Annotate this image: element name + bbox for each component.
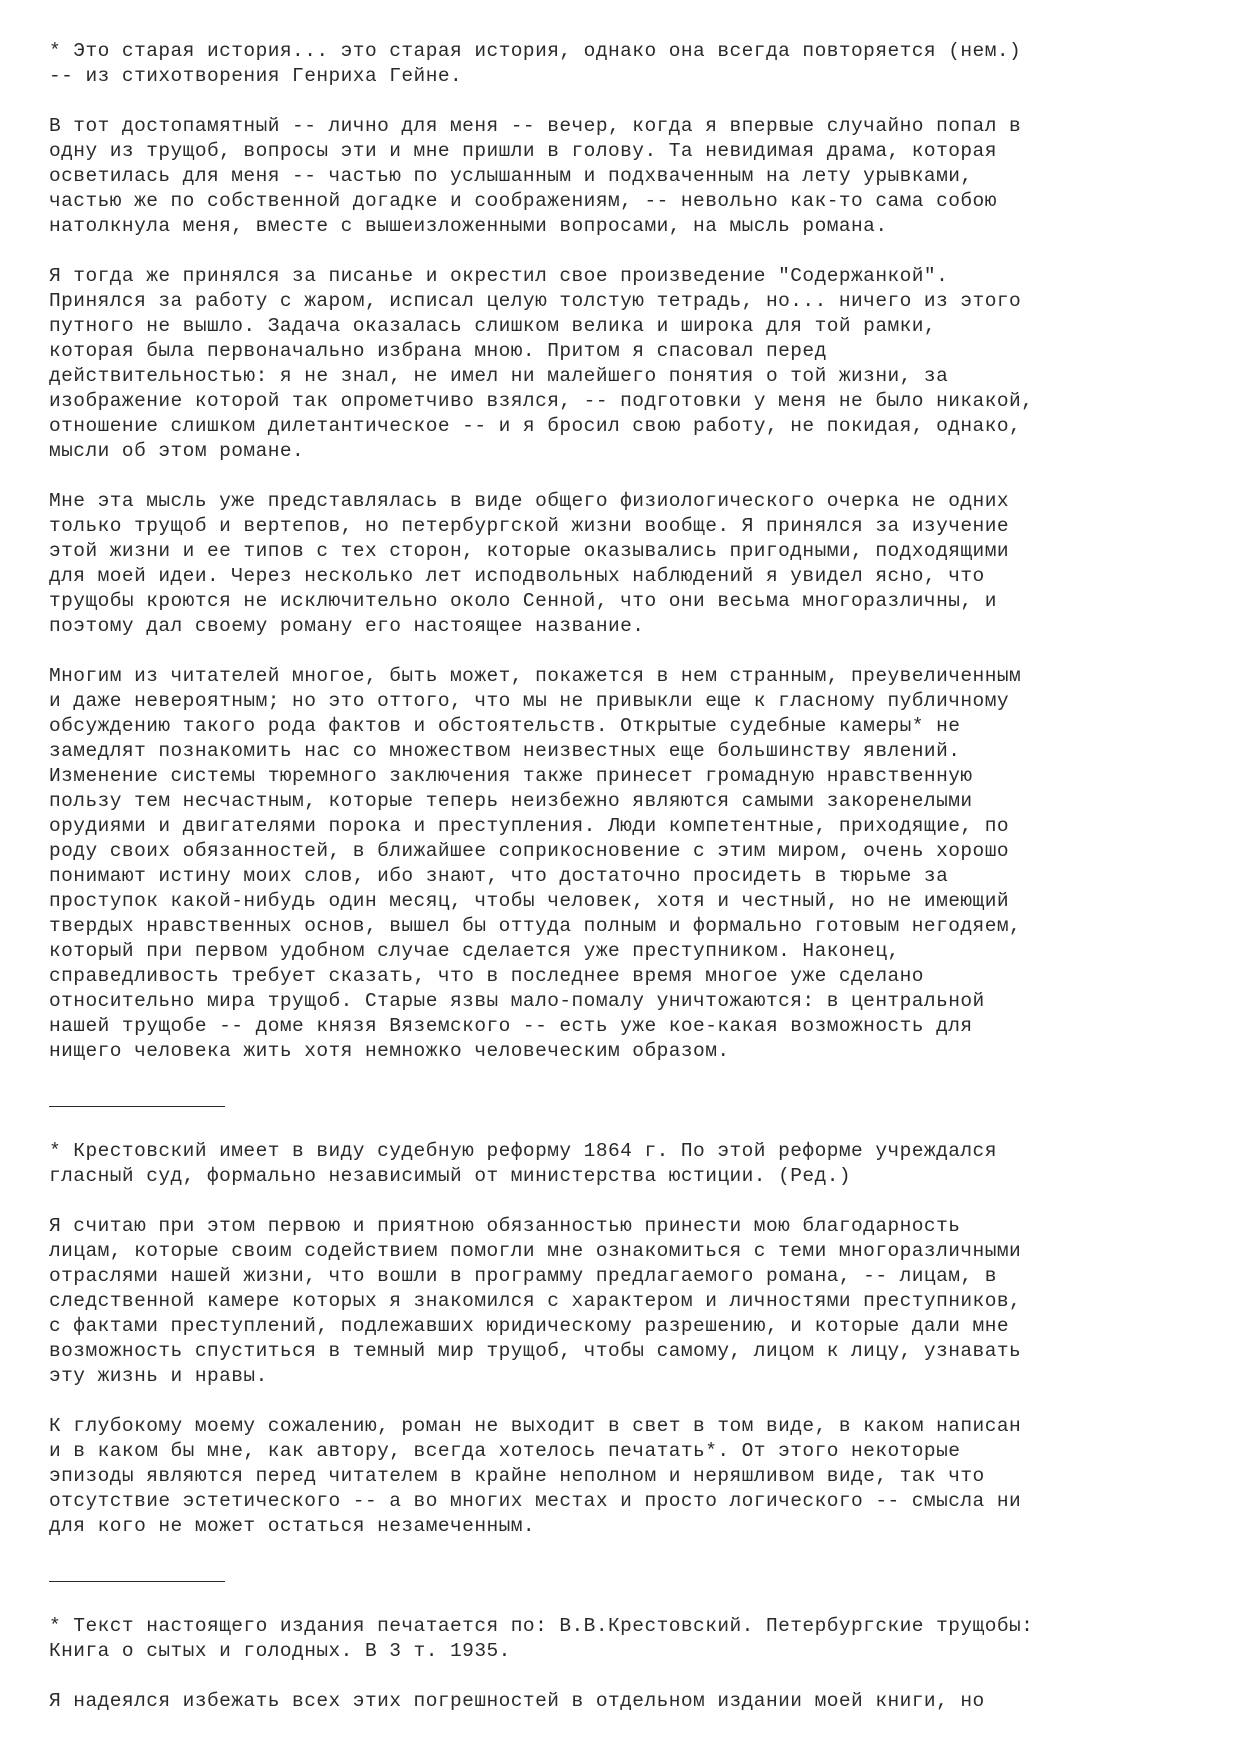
spacer bbox=[49, 1589, 1209, 1614]
text-line: Многим из читателей многое, быть может, покажется в нем странным, преувеличенным bbox=[49, 665, 1022, 687]
text-line: Принялся за работу с жаром, исписал целую толстую тетрадь, но... ничего из этого bbox=[49, 290, 1022, 312]
paragraph-gap bbox=[49, 89, 1209, 114]
text-line: К глубокому моему сожалению, роман не выходит в свет в том виде, в каком написан bbox=[49, 1415, 1022, 1437]
paragraph bbox=[49, 489, 1209, 639]
paragraph bbox=[49, 1689, 1209, 1714]
text-line: отношение слишком дилетантическое -- и я бросил свою работу, не покидая, однако, bbox=[49, 415, 1022, 437]
text-line: твердых нравственных основ, вышел бы оттуда полным и формально готовым негодяем, bbox=[49, 915, 1022, 937]
text-line: -- из стихотворения Генриха Гейне. bbox=[49, 65, 463, 87]
text-line: орудиями и двигателями порока и преступления. Люди компетентные, приходящие, по bbox=[49, 815, 1010, 837]
text-line: Изменение системы тюремного заключения также принесет громадную нравственную bbox=[49, 765, 973, 787]
text-line: нашей трущобе -- доме князя Вяземского -- есть уже кое-какая возможность для bbox=[49, 1015, 973, 1037]
text-line: действительностью: я не знал, не имел ни малейшего понятия о той жизни, за bbox=[49, 365, 949, 387]
text-line: понимают истину моих слов, ибо знают, что достаточно просидеть в тюрьме за bbox=[49, 865, 949, 887]
text-line: проступок какой-нибудь один месяц, чтобы человек, хотя и честный, но не имеющий bbox=[49, 890, 1010, 912]
paragraph-gap bbox=[49, 239, 1209, 264]
spacer bbox=[49, 1539, 1209, 1564]
text-line: для моей идеи. Через несколько лет исподвольных наблюдений я увидел ясно, что bbox=[49, 565, 985, 587]
text-line: эту жизнь и нравы. bbox=[49, 1365, 268, 1387]
text-line: Я тогда же принялся за писанье и окрестил свое произведение "Содержанкой". bbox=[49, 265, 949, 287]
paragraph bbox=[49, 39, 1209, 89]
paragraph-gap bbox=[49, 1189, 1209, 1214]
text-line: мысли об этом романе. bbox=[49, 440, 305, 462]
text-line: путного не вышло. Задача оказалась слишком велика и широка для той рамки, bbox=[49, 315, 937, 337]
text-line: с фактами преступлений, подлежавших юридическому разрешению, и которые дали мне bbox=[49, 1315, 1010, 1337]
text-line: которая была первоначально избрана мною. Притом я спасовал перед bbox=[49, 340, 827, 362]
text-line: * Крестовский имеет в виду судебную реформу 1864 г. По этой реформе учреждался bbox=[49, 1140, 997, 1162]
paragraph bbox=[49, 114, 1209, 239]
text-line: * Текст настоящего издания печатается по: В.В.Крестовский. Петербургские трущобы: bbox=[49, 1615, 1034, 1637]
text-line: пользу тем несчастным, которые теперь неизбежно являются самыми закоренелыми bbox=[49, 790, 973, 812]
text-line: относительно мира трущоб. Старые язвы мало-помалу уничтожаются: в центральной bbox=[49, 990, 985, 1012]
text-line: и даже невероятным; но это оттого, что мы не привыкли еще к гласному публичному bbox=[49, 690, 1010, 712]
paragraph-gap bbox=[49, 1664, 1209, 1689]
text-line: одну из трущоб, вопросы эти и мне пришли в голову. Та невидимая драма, которая bbox=[49, 140, 997, 162]
text-line: справедливость требует сказать, что в последнее время многое уже сделано bbox=[49, 965, 924, 987]
text-line: обсуждению такого рода фактов и обстоятельств. Открытые судебные камеры* не bbox=[49, 715, 961, 737]
text-line: роду своих обязанностей, в ближайшее соприкосновение с этим миром, очень хорошо bbox=[49, 840, 1010, 862]
footnote-separator bbox=[49, 1089, 1209, 1114]
text-line: В тот достопамятный -- лично для меня -- вечер, когда я впервые случайно попал в bbox=[49, 115, 1022, 137]
paragraph-gap bbox=[49, 464, 1209, 489]
text-line: только трущоб и вертепов, но петербургской жизни вообще. Я принялся за изучение bbox=[49, 515, 1010, 537]
text-line: изображение которой так опрометчиво взялся, -- подготовки у меня не было никакой, bbox=[49, 390, 1034, 412]
footnote-separator bbox=[49, 1564, 1209, 1589]
paragraph bbox=[49, 264, 1209, 464]
text-line: возможность спуститься в темный мир трущоб, чтобы самому, лицом к лицу, узнавать bbox=[49, 1340, 1022, 1362]
text-line: * Это старая история... это старая история, однако она всегда повторяется (нем.) bbox=[49, 40, 1022, 62]
text-line: натолкнула меня, вместе с вышеизложенными вопросами, на мысль романа. bbox=[49, 215, 888, 237]
paragraph bbox=[49, 1614, 1209, 1664]
text-line: Я считаю при этом первою и приятною обязанностью принести мою благодарность bbox=[49, 1215, 961, 1237]
text-line: нищего человека жить хотя немножко человеческим образом. bbox=[49, 1040, 730, 1062]
text-line: замедлят познакомить нас со множеством неизвестных еще большинству явлений. bbox=[49, 740, 961, 762]
text-line: следственной камере которых я знакомился с характером и личностями преступников, bbox=[49, 1290, 1022, 1312]
text-line: Книга о сытых и голодных. В 3 т. 1935. bbox=[49, 1640, 511, 1662]
paragraph bbox=[49, 1214, 1209, 1389]
spacer bbox=[49, 1064, 1209, 1089]
spacer bbox=[49, 1114, 1209, 1139]
paragraph-gap bbox=[49, 639, 1209, 664]
text-line: этой жизни и ее типов с тех сторон, которые оказывались пригодными, подходящими bbox=[49, 540, 1010, 562]
text-line: трущобы кроются не исключительно около Сенной, что они весьма многоразличны, и bbox=[49, 590, 997, 612]
paragraph bbox=[49, 664, 1209, 1064]
text-line: эпизоды являются перед читателем в крайне неполном и неряшливом виде, так что bbox=[49, 1465, 985, 1487]
text-line: и в каком бы мне, как автору, всегда хотелось печатать*. От этого некоторые bbox=[49, 1440, 961, 1462]
text-line: который при первом удобном случае сделается уже преступником. Наконец, bbox=[49, 940, 900, 962]
text-line: Мне эта мысль уже представлялась в виде общего физиологического очерка не одних bbox=[49, 490, 1010, 512]
paragraph bbox=[49, 1139, 1209, 1189]
text-line: Я надеялся избежать всех этих погрешностей в отдельном издании моей книги, но bbox=[49, 1690, 985, 1712]
text-line: частью же по собственной догадке и соображениям, -- невольно как-то сама собою bbox=[49, 190, 997, 212]
text-line: лицам, которые своим содействием помогли мне ознакомиться с теми многоразличными bbox=[49, 1240, 1022, 1262]
text-line: осветилась для меня -- частью по услышанным и подхваченным на лету урывками, bbox=[49, 165, 973, 187]
text-line: отраслями нашей жизни, что вошли в программу предлагаемого романа, -- лицам, в bbox=[49, 1265, 997, 1287]
document-page bbox=[49, 39, 1209, 1714]
text-line: поэтому дал своему роману его настоящее название. bbox=[49, 615, 645, 637]
text-line: гласный суд, формально независимый от министерства юстиции. (Ред.) bbox=[49, 1165, 852, 1187]
text-line: для кого не может остаться незамеченным. bbox=[49, 1515, 536, 1537]
text-line: отсутствие эстетического -- а во многих местах и просто логического -- смысла ни bbox=[49, 1490, 1022, 1512]
paragraph-gap bbox=[49, 1389, 1209, 1414]
paragraph bbox=[49, 1414, 1209, 1539]
